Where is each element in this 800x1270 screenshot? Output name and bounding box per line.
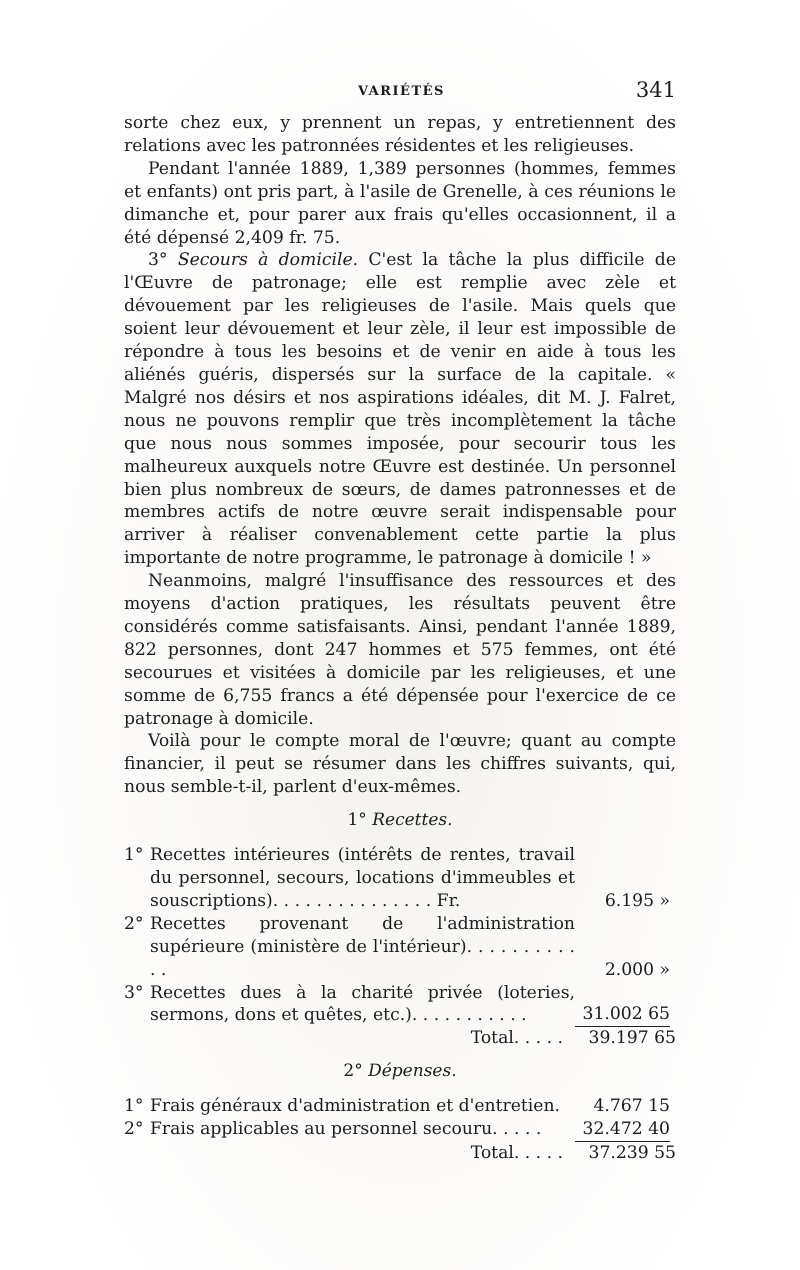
total-amount: 39.197 65 (588, 1028, 676, 1049)
row-amount: 6.195 » (604, 890, 670, 911)
total-label: Total. . . . . (470, 1028, 563, 1049)
total-label: Total. . . . . (470, 1142, 563, 1163)
secours-heading: Secours à domicile. (177, 250, 359, 271)
total-amount: 37.239 55 (588, 1142, 676, 1163)
depenses-table (124, 1095, 676, 1165)
row-number: 2° (124, 913, 144, 934)
recettes-total (124, 1027, 676, 1050)
recettes-title (124, 809, 676, 832)
paragraph-neanmoins: Neanmoins, malgré l'insuffisance des ressources et des moyens d'action pratiques, les résultats peuvent être considérés comme satisfaisants. Ainsi, pendant l'année 1889, 822 personnes, dont 247 hommes et 575 femmes, ont été secourues et visitées à domicile par les religieuses, et une somme de 6,755 francs a été dépensée pour l'exercice de ce patronage à domicile. (124, 571, 676, 729)
row-number: 2° (124, 1119, 144, 1140)
body-text (124, 112, 676, 1165)
secours-text: C'est la tâche la plus difficile de l'Œuvre de patronage; elle est remplie avec zèle et dévouement par les religieuses de l'asile. Mais quels que soient leur dévouement et leur zèle, il leur est impossible de répondre à tous les besoins et de venir en aide à tous les aliénés guéris, dispersés sur la surface de la capitale. « Malgré nos désirs et nos aspirations idéales, dit M. J. Falret, nous ne pouvons remplir que très incomplètement la tâche que nous nous sommes imposée, pour secourir tous les malheureux auxquels notre Œuvre est destinée. Un personnel bien plus nombreux de sœurs, de dames patronnesses et de membres actifs de notre œuvre serait indispensable pour arriver à réaliser convenablement cette partie la plus importante de notre programme, le patronage à domicile ! » (124, 250, 676, 569)
secours-number: 3° (148, 250, 168, 271)
running-title: VARIÉTÉS (358, 84, 445, 99)
paragraph-secours (124, 249, 676, 570)
page-number: 341 (635, 78, 676, 102)
depenses-total (124, 1142, 676, 1165)
row-label: Recettes intérieures (intérêts de rentes, travail du personnel, secours, locations d'immeubles et souscriptions). . . . . . . . . . . . . . . Fr. (150, 845, 575, 911)
recettes-row (124, 913, 676, 982)
depenses-title-text: Dépenses. (368, 1061, 457, 1082)
depenses-row (124, 1095, 676, 1118)
row-amount: 31.002 65 (575, 1003, 670, 1027)
row-number: 1° (124, 1096, 144, 1117)
recettes-title-text: Recettes. (372, 810, 453, 831)
row-label: Frais généraux d'administration et d'entretien. (150, 1096, 560, 1117)
row-label: Recettes dues à la charité privée (loteries, sermons, dons et quêtes, etc.). . . . . . . . . . . (150, 982, 575, 1026)
depenses-row (124, 1118, 676, 1142)
row-number: 3° (124, 982, 144, 1003)
row-amount: 32.472 40 (575, 1118, 670, 1142)
paragraph-continuation: sorte chez eux, y prennent un repas, y entretiennent des relations avec les patronnées résidentes et les religieuses. (124, 113, 676, 156)
row-label: Recettes provenant de l'administration supérieure (ministère de l'intérieur). . . . . . . . . . . . (150, 913, 575, 980)
recettes-row (124, 982, 676, 1028)
recettes-row (124, 844, 676, 913)
row-label: Frais applicables au personnel secouru. . . . . (150, 1119, 542, 1140)
running-head (120, 78, 680, 108)
depenses-title-num: 2° (343, 1061, 363, 1082)
row-number: 1° (124, 845, 144, 866)
recettes-title-num: 1° (347, 810, 367, 831)
recettes-table (124, 844, 676, 1050)
row-amount: 4.767 15 (593, 1096, 670, 1117)
row-amount: 2.000 » (604, 959, 670, 980)
paragraph-reunions: Pendant l'année 1889, 1,389 personnes (hommes, femmes et enfants) ont pris part, à l'asile de Grenelle, à ces réunions le dimanche et, pour parer aux frais qu'elles occasionnent, il a été dépensé 2,409 fr. 75. (124, 158, 676, 248)
paragraph-compte: Voilà pour le compte moral de l'œuvre; quant au compte financier, il peut se résumer dans les chiffres suivants, qui, nous semble-t-il, parlent d'eux-mêmes. (124, 731, 676, 798)
depenses-title (124, 1060, 676, 1083)
